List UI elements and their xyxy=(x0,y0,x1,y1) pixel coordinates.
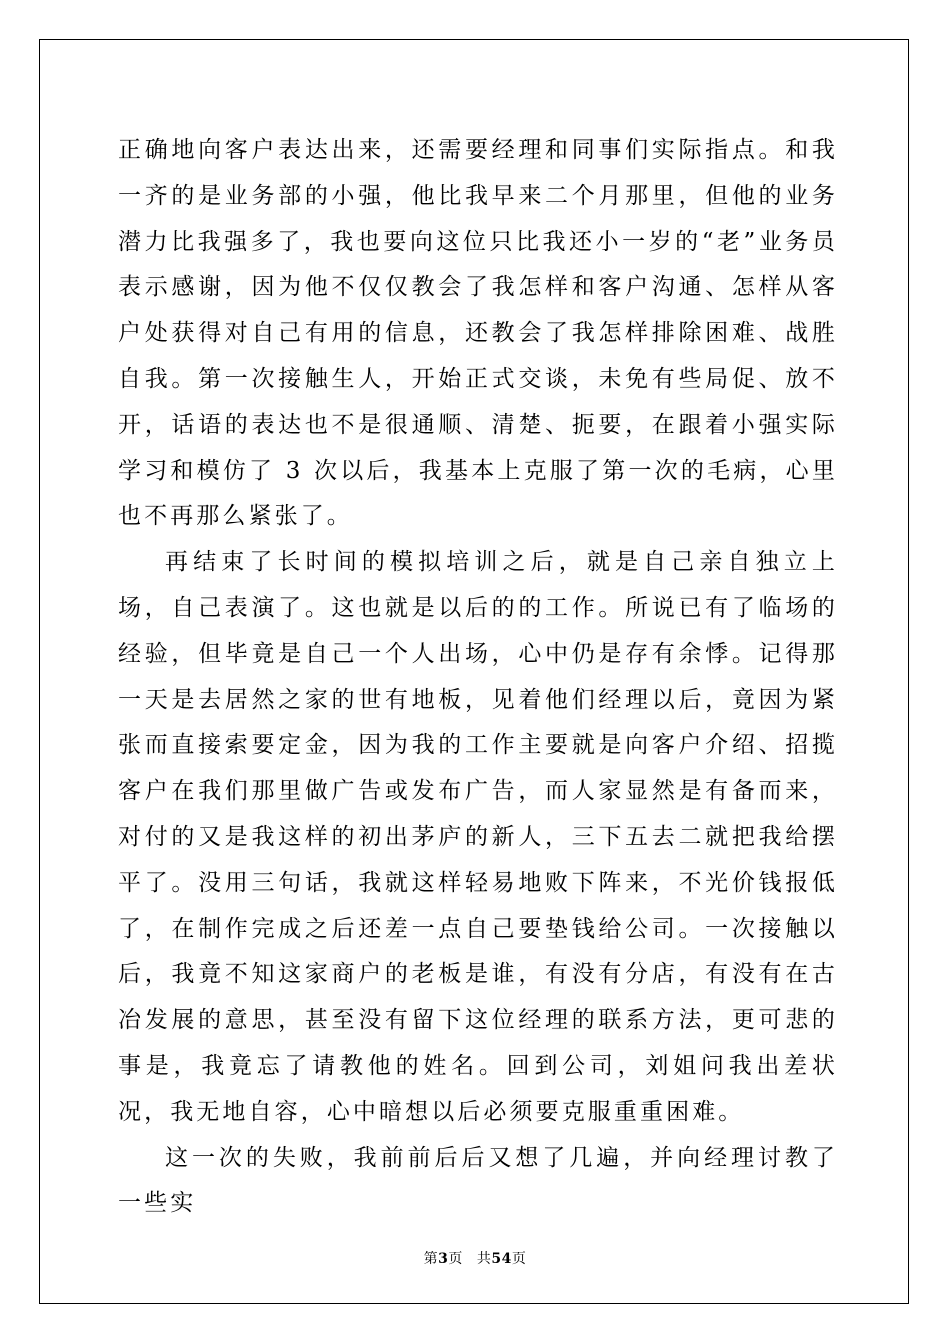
text-line: 扼要，在跟着小强实际学习和模仿了 3 次以后，我基本上克服了第一 xyxy=(118,411,838,484)
text-line: 自己一个人出场，心中仍是存有余悸。记得那一天是去居然之家的世 xyxy=(118,640,839,713)
text-line: 是业务部的小强，他比我早来二个月那里，但他的业务潜力比我强多 xyxy=(118,182,838,255)
text-line: 次的毛病，心里也不再那么紧张了。 xyxy=(118,457,838,530)
text-line: 这一次的失败，我前前后后又想了几遍，并向经理讨教了一些实 xyxy=(118,1144,838,1217)
paragraph xyxy=(118,128,838,540)
text-line: 有地板，见着他们经理以后，竟因为紧张而直接索要定金，因为我的 xyxy=(118,686,839,759)
page-label-prefix: 第 xyxy=(423,1251,439,1267)
text-line: 表演了。这也就是以后的的工作。所说已有了临场的经验，但毕竟是 xyxy=(118,594,838,667)
text-line: 竟忘了请教他的姓名。回到公司，刘姐问我出差状况，我无地自容， xyxy=(118,1052,838,1125)
text-line: 工作主要就是向客户介绍、招揽客户在我们那里做广告或发布广告， xyxy=(118,732,838,805)
text-line: 正确地向客户表达出来，还需要经理和同事们实际指点。和我一齐的 xyxy=(118,137,838,209)
paragraph xyxy=(118,540,838,1135)
text-line: 触以后，我竟不知这家商户的老板是谁，有没有分店，有没有在古冶 xyxy=(118,915,839,1034)
text-line: 心中暗想以后必须要克服重重困难。 xyxy=(326,1098,745,1125)
total-label-prefix: 共 xyxy=(476,1251,492,1267)
page-footer xyxy=(0,1248,950,1268)
text-line: 式交谈，未免有些局促、放不开，话语的表达也不是很通顺、清楚、 xyxy=(118,365,838,438)
total-pages: 54 xyxy=(491,1251,512,1267)
text-line: 息，还教会了我怎样排除困难、战胜自我。第一次接触生人，开始正 xyxy=(118,320,838,392)
text-line: 发展的意思，甚至没有留下这位经理的联系方法，更可悲的事是，我 xyxy=(118,1007,838,1079)
text-line: 再结束了长时间的模拟培训之后，就是自己亲自独立上场，自己 xyxy=(118,549,838,621)
text-line: 五去二就把我给摆平了。没用三句话，我就这样轻易地败下阵来，不 xyxy=(118,823,838,896)
text-line: 而人家显然是有备而来，对付的又是我这样的初出茅庐的新人，三下 xyxy=(118,778,838,850)
text-line: 不仅仅教会了我怎样和客户沟通、怎样从客户处获得对自己有用的信 xyxy=(118,274,838,347)
page-number: 3 xyxy=(438,1251,449,1267)
paragraph xyxy=(118,1136,838,1228)
text-line: 了，我也要向这位只比我还小一岁的“老”业务员表示感谢，因为他 xyxy=(118,228,838,301)
total-label-suffix: 页 xyxy=(511,1251,527,1267)
page-label-suffix: 页 xyxy=(448,1251,463,1267)
document-body xyxy=(118,128,838,1227)
text-line: 光价钱报低了，在制作完成之后还差一点自己要垫钱给公司。一次接 xyxy=(118,869,839,942)
